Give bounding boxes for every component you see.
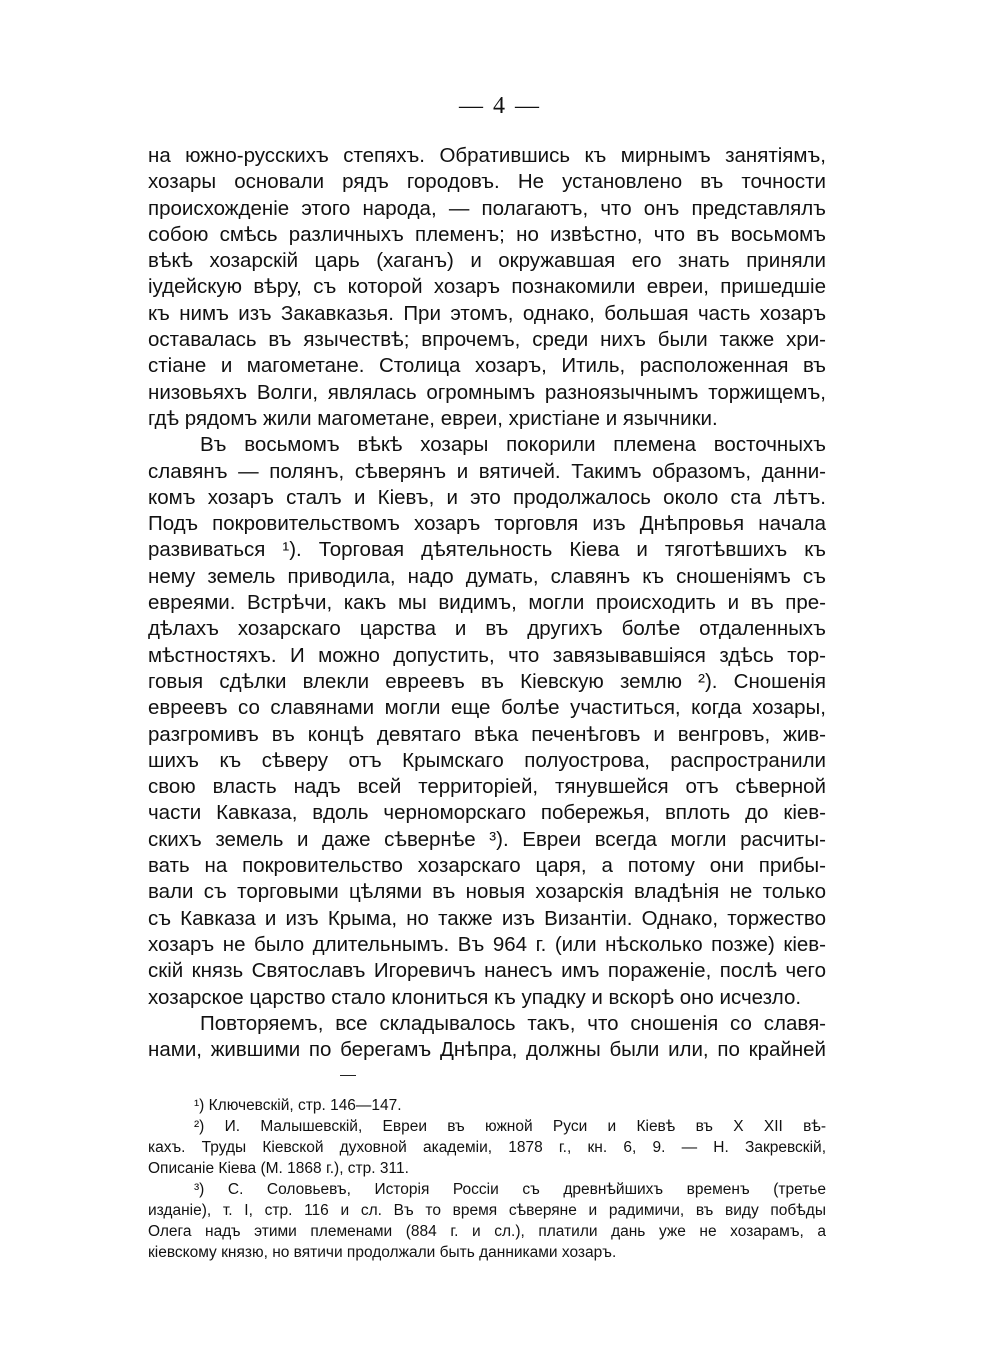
text-line: свою власть надъ всей территоріей, тянувшейся отъ сѣверной xyxy=(148,775,826,799)
text-line: шихъ къ сѣверу отъ Крымскаго полуострова, распространили xyxy=(148,748,826,772)
footnotes xyxy=(148,1095,826,1263)
text-line: іудейскую вѣру, съ которой хозаръ познакомили евреи, пришедшіе xyxy=(148,275,826,299)
footnote-line: Олега надъ этими племенами (884 г. и сл.), платили дань уже не хозарамъ, а xyxy=(148,1223,826,1240)
footnote-line: ¹) Ключевскій, стр. 146—147. xyxy=(194,1097,402,1114)
footnote xyxy=(148,1179,826,1263)
text-line: скихъ земель и даже сѣвернѣе ³). Евреи всегда могли расчиты- xyxy=(148,827,826,851)
paragraph xyxy=(148,432,826,1011)
text-line: вѣкѣ хозарскій царь (хаганъ) и окружавшая его знать приняли xyxy=(148,249,826,273)
text-line: хозарское царство стало клониться къ упадку и вскорѣ оно исчезло. xyxy=(148,985,802,1009)
footnote-line: кахъ. Труды Кіевской духовной академіи, 1878 г., кн. 6, 9. — Н. Закревскій, xyxy=(148,1139,826,1156)
footnote xyxy=(148,1095,826,1116)
text-line: хозары основали рядъ городовъ. Не установлено въ точности xyxy=(148,170,826,194)
text-line: стіане и магометане. Столица хозаръ, Итиль, расположенная въ xyxy=(148,354,826,378)
text-line: Въ восьмомъ вѣкѣ хозары покорили племена восточныхъ xyxy=(200,433,826,457)
text-line: евреевъ со славянами могли еще болѣе участиться, когда хозары, xyxy=(148,696,826,720)
text-line: евреями. Встрѣчи, какъ мы видимъ, могли происходить и въ пре- xyxy=(148,591,826,615)
text-line: части Кавказа, вдоль черноморскаго побережья, вплоть до кіев- xyxy=(148,801,826,825)
text-line: вать на покровительство хозарскаго царя, а потому они прибы- xyxy=(148,854,826,878)
footnote-line: Описаніе Кіева (М. 1868 г.), стр. 311. xyxy=(148,1160,409,1177)
footnote-line: изданіе), т. I, стр. 116 и сл. Въ то время сѣверяне и радимичи, въ виду побѣды xyxy=(148,1202,826,1219)
text-line: съ Кавказа и изъ Крыма, но также изъ Византіи. Однако, торжество xyxy=(148,906,826,930)
text-line: Повторяемъ, все складывалось такъ, что сношенія со славя- xyxy=(200,1011,826,1035)
body-text xyxy=(148,143,826,1063)
text-line: скій князь Святославъ Игоревичъ нанесъ имъ пораженіе, послѣ чего xyxy=(148,959,826,983)
paragraph xyxy=(148,143,826,432)
text-line: гдѣ рядомъ жили магометане, евреи, христіане и язычники. xyxy=(148,406,718,430)
text-line: вали съ торговыми цѣлями въ новыя хозарскія владѣнія не только xyxy=(148,880,826,904)
footnote-line: ²) И. Малышевскій, Евреи въ южной Руси и Кіевѣ въ X XII вѣ- xyxy=(194,1118,826,1135)
text-line: мѣстностяхъ. И можно допустить, что завязывавшіяся здѣсь тор- xyxy=(148,643,826,667)
text-line: говыя сдѣлки влекли евреевъ въ Кіевскую землю ²). Сношенія xyxy=(148,669,826,693)
text-line: славянъ — полянъ, сѣверянъ и вятичей. Такимъ образомъ, данни- xyxy=(148,459,826,483)
text-line: комъ хозаръ сталъ и Кіевъ, и это продолжалось около ста лѣтъ. xyxy=(148,485,826,509)
text-line: оставалась въ язычествѣ; впрочемъ, среди нихъ были также хри- xyxy=(148,328,826,352)
text-line: на южно-русскихъ степяхъ. Обратившись къ мирнымъ занятіямъ, xyxy=(148,144,826,167)
text-line: Подъ покровительствомъ хозаръ торговля изъ Днѣпровья начала xyxy=(148,512,826,536)
text-line: нему земель приводила, надо думать, славянъ къ сношеніямъ съ xyxy=(148,564,826,588)
footnote-line: кіевскому князю, но вятичи продолжали быть данниками хозаръ. xyxy=(148,1244,617,1261)
text-line: собою смѣсь различныхъ племенъ; но извѣстно, что въ восьмомъ xyxy=(148,222,826,246)
text-line: происхожденіе этого народа, — полагаютъ, что онъ представлялъ xyxy=(148,196,826,220)
footnote xyxy=(148,1116,826,1179)
page-number: — 4 — xyxy=(459,93,541,119)
paragraph xyxy=(148,1011,826,1064)
footnote-divider xyxy=(340,1075,356,1076)
text-line: низовьяхъ Волги, являлась огромнымъ разноязычнымъ торжищемъ, xyxy=(148,380,826,404)
text-line: нами, жившими по берегамъ Днѣпра, должны были или, по крайней xyxy=(148,1038,826,1062)
text-line: хозаръ не было длительнымъ. Въ 964 г. (или нѣсколько позже) кіев- xyxy=(148,932,826,956)
text-line: дѣлахъ хозарскаго царства и въ другихъ болѣе отдаленныхъ xyxy=(148,617,826,641)
footnote-line: ³) С. Соловьевъ, Исторія Россіи съ древнѣйшихъ временъ (третье xyxy=(194,1181,826,1198)
text-line: разгромивъ въ концѣ девятаго вѣка печенѣговъ и венгровъ, жив- xyxy=(148,722,826,746)
text-line: къ нимъ изъ Закавказья. При этомъ, однако, большая часть хозаръ xyxy=(148,301,826,325)
text-line: развиваться ¹). Торговая дѣятельность Кіева и тяготѣвшихъ къ xyxy=(148,538,826,562)
